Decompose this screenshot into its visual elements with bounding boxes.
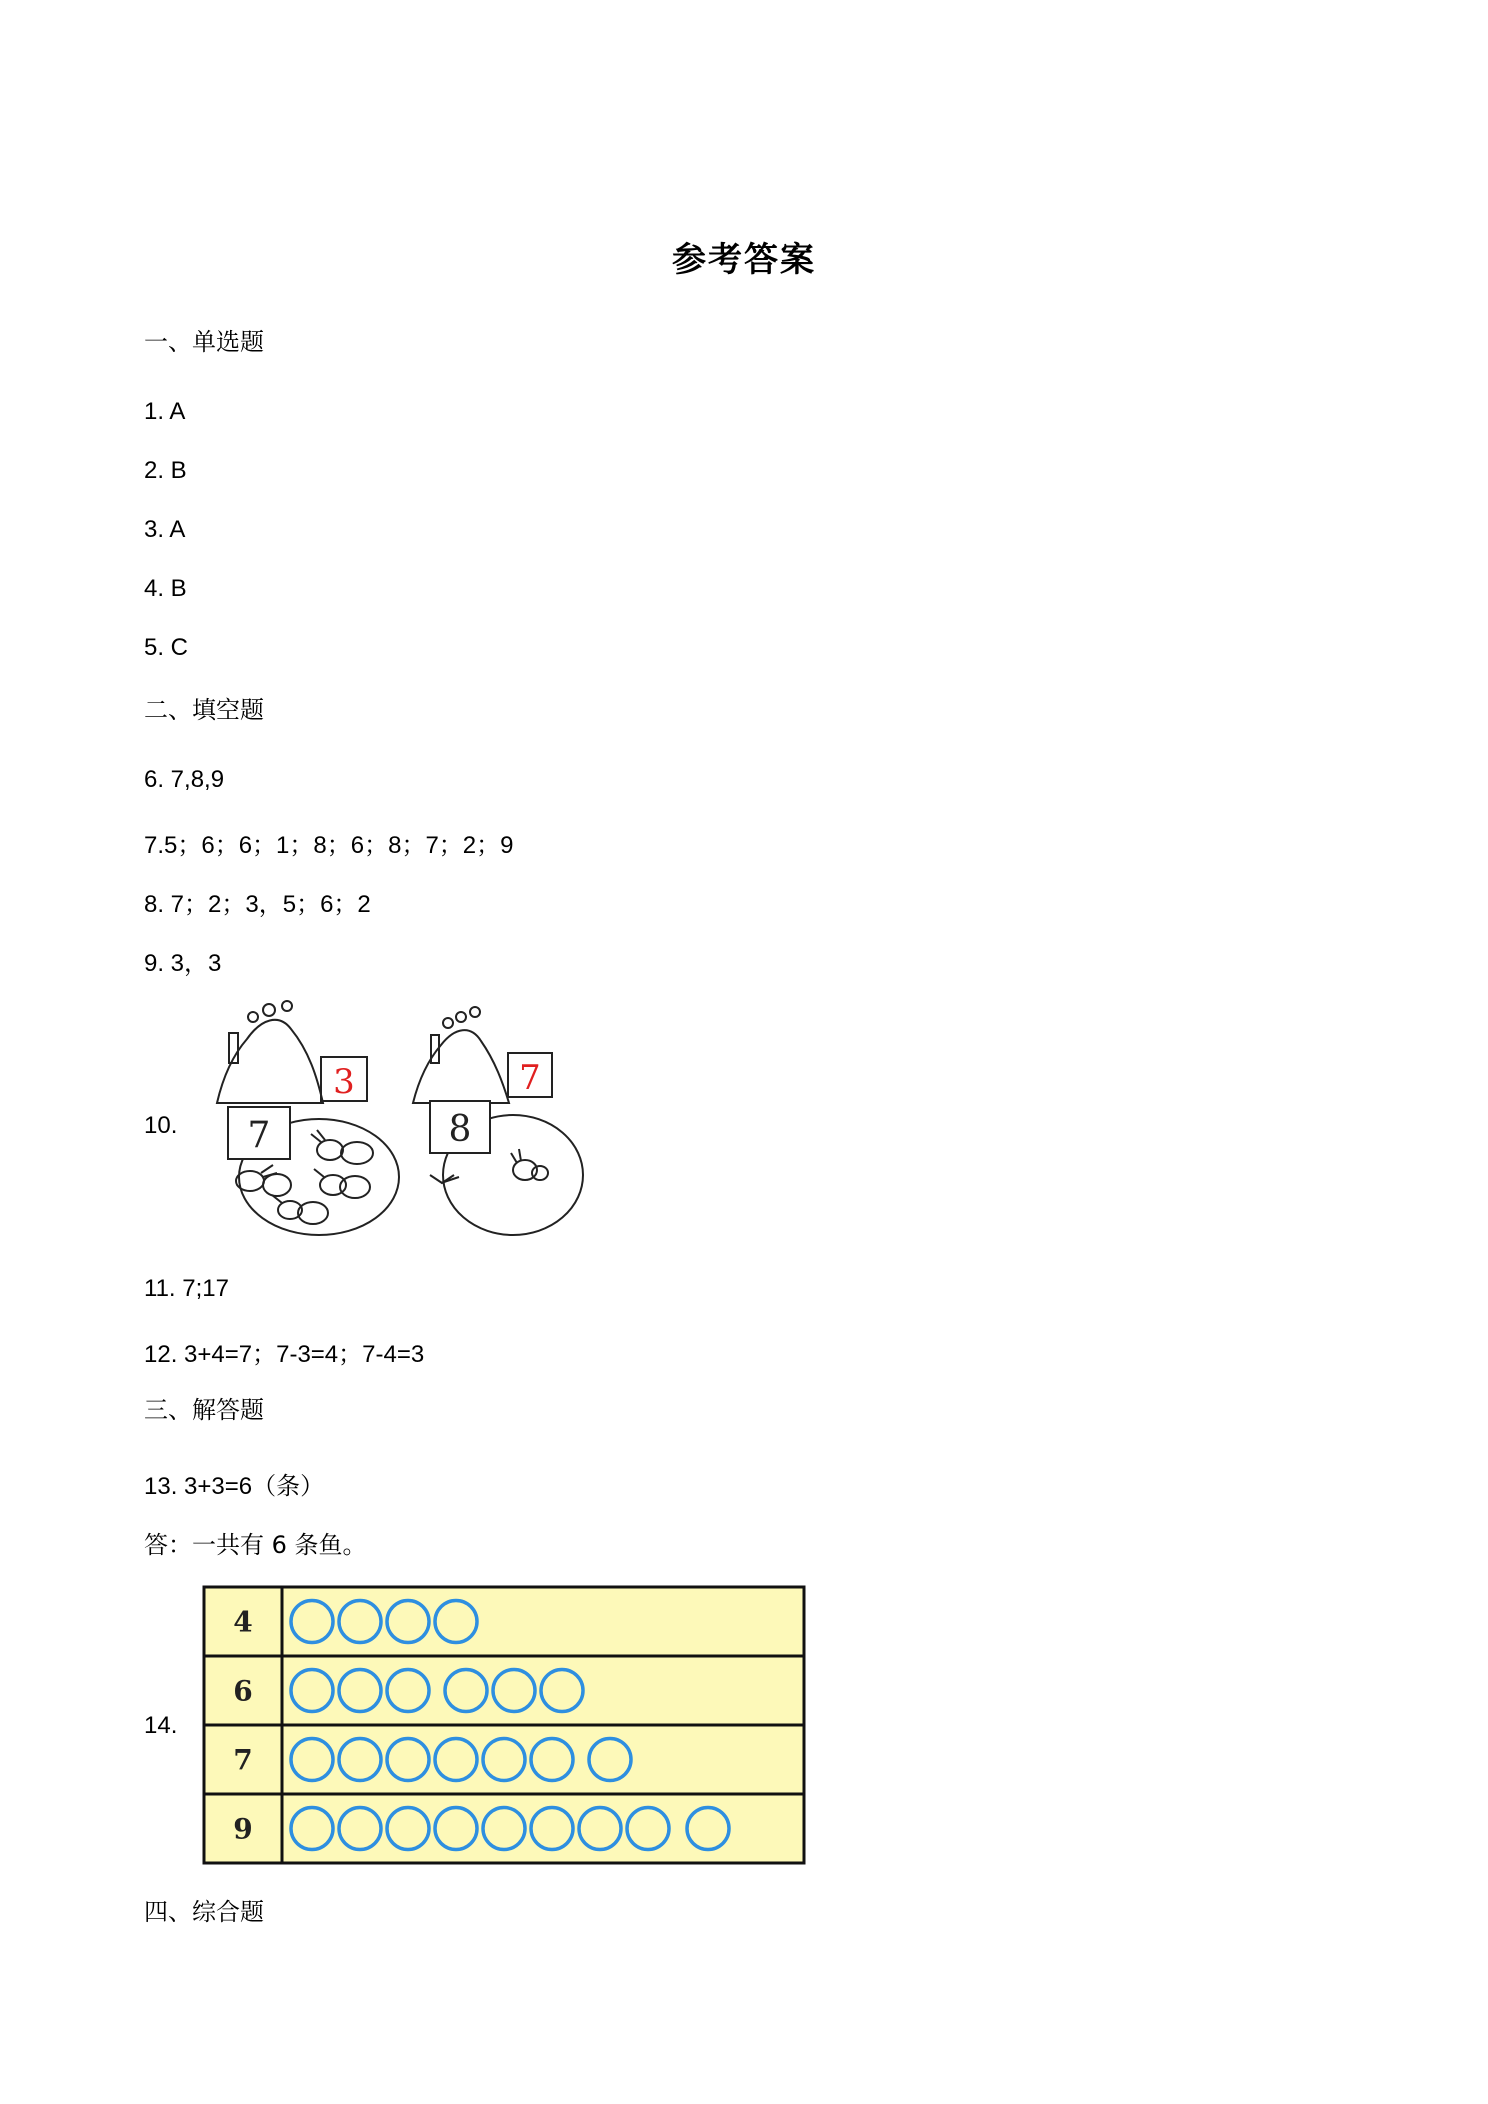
- answer-1: 1. A: [144, 398, 186, 425]
- answer-12: 12. 3+4=7；7-3=4；7-4=3: [144, 1341, 425, 1368]
- row-count-label: 7: [233, 1743, 253, 1777]
- circles-count-table: [202, 1585, 806, 1865]
- answer-4: 4. B: [144, 575, 187, 602]
- house2-answer-box: 7: [519, 1058, 541, 1098]
- section-heading-single-choice: 一、单选题: [144, 328, 264, 356]
- answer-10: 10.: [144, 1112, 178, 1139]
- answer-2: 2. B: [144, 457, 187, 484]
- row-count-label: 4: [233, 1605, 253, 1639]
- row-count-label: 6: [233, 1674, 253, 1708]
- answer-11: 11. 7;17: [144, 1275, 229, 1302]
- house1-answer-box: 3: [333, 1062, 355, 1102]
- page-title: 参考答案: [672, 240, 816, 280]
- houses-rabbits-figure: [205, 995, 585, 1260]
- answer-13: 13. 3+3=6（条）: [144, 1473, 325, 1500]
- section-heading-fill-blank: 二、填空题: [144, 696, 264, 724]
- house1-door-number: 7: [247, 1115, 271, 1156]
- answer-9: 9. 3，3: [144, 950, 222, 977]
- house2-door-number: 8: [448, 1109, 472, 1150]
- answer-8: 8. 7；2；3，5；6；2: [144, 891, 371, 918]
- section-heading-comprehensive: 四、综合题: [144, 1898, 264, 1926]
- answer-6: 6. 7,8,9: [144, 766, 225, 793]
- answer-7: 7.5；6；6；1；8；6；8；7；2；9: [144, 832, 514, 859]
- answer-13-conclusion: 答：一共有 6 条鱼。: [144, 1531, 367, 1559]
- row-count-label: 9: [233, 1812, 253, 1846]
- section-heading-solve: 三、解答题: [144, 1396, 264, 1424]
- answer-3: 3. A: [144, 516, 186, 543]
- answer-5: 5. C: [144, 634, 189, 661]
- answer-14: 14.: [144, 1712, 178, 1739]
